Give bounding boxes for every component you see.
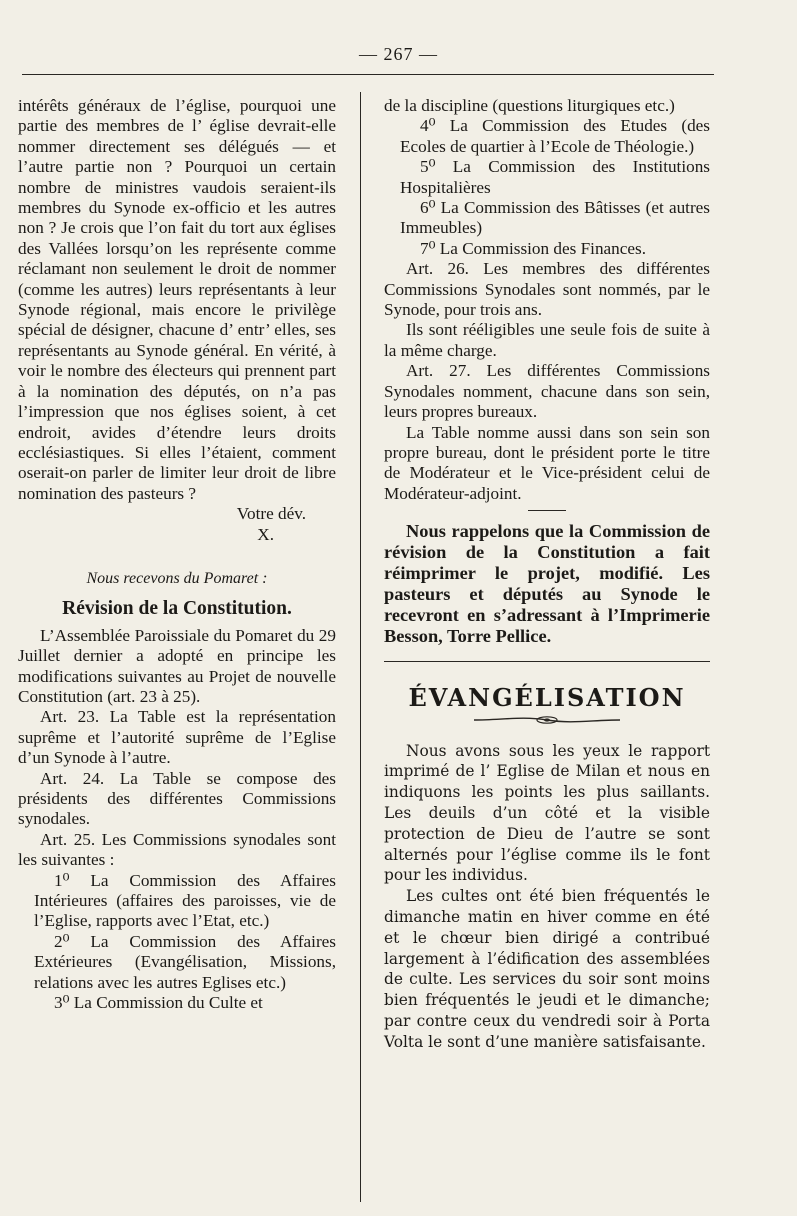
section-title: ÉVANGÉLISATION: [408, 683, 686, 713]
header-rule: [22, 74, 714, 75]
article-paragraph: Art. 27. Les différentes Commissions Synodales nomment, chacune dans son sein, leurs propres bureaux.: [384, 361, 710, 422]
article-paragraph: Ils sont rééligibles une seule fois de suite à la même charge.: [384, 320, 710, 360]
left-column: [18, 96, 336, 1013]
commission-item: 1⁰ La Commission des Affaires Intérieures (affaires des paroisses, vie de l’Eglise, rapports avec l’Etat, etc.): [34, 870, 336, 931]
commission-item: 2⁰ La Commission des Affaires Extérieures (Evangélisation, Missions, relations avec les autres Eglises etc.): [34, 931, 336, 992]
article-paragraph: Art. 24. La Table se compose des présidents des différentes Commissions synodales.: [18, 768, 336, 829]
article-heading: Révision de la Constitution.: [62, 598, 292, 620]
right-column: [384, 96, 710, 1052]
article-paragraph: Art. 23. La Table est la représentation suprême et l’autorité suprême de l’Eglise d’un Synode à l’autre.: [18, 707, 336, 768]
body-paragraph: Les cultes ont été bien fréquentés le dimanche matin en hiver comme en été et le chœur bien dirigé a contribué largement à l’édification des assemblées de culte. Les services du soir sont moins bien fréquentés le jeudi et le dimanche; par contre ceux du vendredi soir à Porta Volta le sont d’une manière satisfaisante.: [384, 887, 710, 1051]
notice-rule: [384, 661, 710, 662]
article-paragraph: Art. 25. Les Commissions synodales sont les suivantes :: [18, 829, 336, 870]
notice-paragraph: Nous rappelons que la Commission de révision de la Constitution a fait réimprimer le projet, modifié. Les pasteurs et députés au Synode le recevront en s’adressant à l’Imprimerie Besson, Torre Pellice.: [384, 521, 710, 647]
commission-item: 6⁰ La Commission des Bâtisses (et autres Immeubles): [400, 198, 710, 238]
continuation-text: de la discipline (questions liturgiques etc.): [384, 96, 675, 115]
commission-item: 4⁰ La Commission des Etudes (des Ecoles de quartier à l’Ecole de Théologie.): [400, 116, 710, 156]
intro-line: Nous recevons du Pomaret :: [86, 569, 268, 587]
letter-paragraph: intérêts généraux de l’église, pourquoi une partie des membres de l’ église devrait-elle nommer directement ses délégués — et l’autre partie non ? Pourquoi un certain nombre de ministres vaudois seraient-ils membres du Synode ex-officio et les autres non ? Je crois que l’on fait du tort aux églises des Vallées lorsqu’on les représente comme réclamant non seulement le droit de nommer (comme les autres) leurs représentants à leur Synode régional, mais encore le privilège spécial de désigner, chacune d’ entr’ elles, ses représentants au Synode général. En vérité, à voir le nombre des électeurs qui prennent part à la nomination des députés, on n’a pas l’impression que nos églises soient, à cet endroit, avides d’étendre leurs droits ecclésiastiques. Si elles l’étaient, comment oserait-on parler de limiter leur droit de libre nomination des pasteurs ?: [18, 96, 336, 503]
short-divider: [528, 510, 566, 511]
signature-line: Votre dév.: [236, 504, 306, 524]
commission-item: 3⁰ La Commission du Culte et: [54, 993, 263, 1013]
article-paragraph: L’Assemblée Paroissiale du Pomaret du 29 Juillet dernier a adopté en principe les modifications suivantes au Projet de nouvelle Constitution (art. 23 à 25).: [18, 625, 336, 706]
column-divider: [360, 92, 361, 1202]
article-paragraph: La Table nomme aussi dans son sein son propre bureau, dont le président porte le titre de Modérateur et le Vice-président celui de Modérateur-adjoint.: [384, 422, 710, 503]
commission-item: 5⁰ La Commission des Institutions Hospitalières: [400, 157, 710, 197]
article-paragraph: Art. 26. Les membres des différentes Commissions Synodales sont nommés, par le Synode, pour trois ans.: [384, 259, 710, 320]
ornament-divider-icon: [472, 713, 622, 727]
body-paragraph: Nous avons sous les yeux le rapport imprimé de l’ Eglise de Milan et nous en indiquons les points les plus saillants. Les deuils d’un côté et la visible protection de Dieu de l’autre se sont alternés pour l’église comme ils le font pour les individus.: [384, 741, 710, 885]
page-number: — 267 —: [359, 44, 438, 64]
signature-name: X.: [257, 524, 274, 544]
commission-item: 7⁰ La Commission des Finances.: [420, 238, 647, 258]
